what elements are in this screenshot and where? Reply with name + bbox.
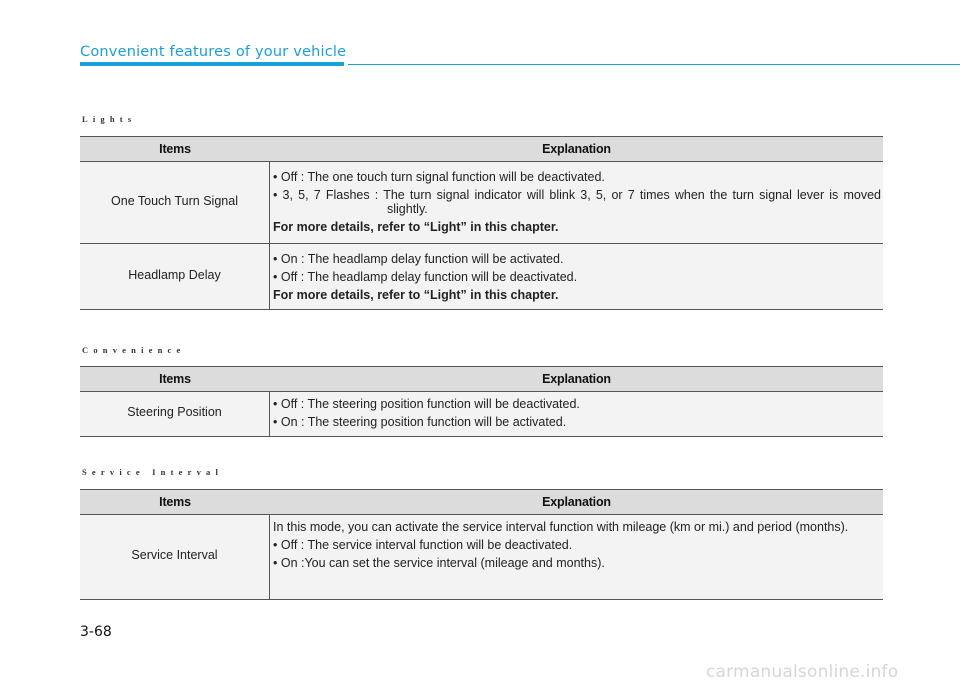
watermark-text: carmanualsonline.info xyxy=(706,662,899,682)
item-one-touch-turn-signal: One Touch Turn Signal xyxy=(80,162,270,243)
table-header xyxy=(80,490,883,515)
column-header-explanation: Explanation xyxy=(542,142,611,156)
explanation-intro: In this mode, you can activate the service interval function with mileage (km or mi.) and period (months). xyxy=(273,520,849,534)
section-label-convenience: Convenience xyxy=(82,345,186,355)
header-rule xyxy=(348,64,960,65)
convenience-table xyxy=(80,366,883,437)
column-header-explanation: Explanation xyxy=(542,495,611,509)
item-service-interval: Service Interval xyxy=(80,515,270,599)
explanation-cell xyxy=(270,162,883,243)
table-row xyxy=(80,392,883,436)
column-header-items: Items xyxy=(159,495,191,509)
explanation-line: • Off : The service interval function will be deactivated. xyxy=(273,538,573,552)
explanation-cell xyxy=(270,392,883,436)
table-header xyxy=(80,367,883,392)
section-label-service-interval: Service Interval xyxy=(82,467,224,477)
explanation-line: • On :You can set the service interval (mileage and months). xyxy=(273,556,605,570)
reference-note: For more details, refer to “Light” in this chapter. xyxy=(273,220,559,234)
item-steering-position: Steering Position xyxy=(80,392,270,436)
table-header xyxy=(80,137,883,162)
service-interval-table xyxy=(80,489,883,600)
explanation-line: • 3, 5, 7 Flashes : The turn signal indicator will blink 3, 5, or 7 times when the turn signal lever is moved slightly. xyxy=(273,188,881,216)
explanation-line: • Off : The headlamp delay function will be deactivated. xyxy=(273,270,578,284)
table-row xyxy=(80,162,883,243)
explanation-line: • Off : The one touch turn signal function will be deactivated. xyxy=(273,170,605,184)
section-label-lights: Lights xyxy=(82,114,137,124)
lights-table xyxy=(80,136,883,310)
explanation-cell xyxy=(270,515,883,599)
page-header xyxy=(80,42,960,68)
page-number: 3-68 xyxy=(80,624,112,640)
item-headlamp-delay: Headlamp Delay xyxy=(80,244,270,309)
column-header-items: Items xyxy=(159,142,191,156)
explanation-cell xyxy=(270,244,883,309)
column-header-explanation: Explanation xyxy=(542,372,611,386)
header-title: Convenient features of your vehicle xyxy=(80,44,347,60)
header-accent-bar xyxy=(80,62,344,66)
table-row xyxy=(80,243,883,309)
explanation-line: • Off : The steering position function will be deactivated. xyxy=(273,397,580,411)
explanation-line: • On : The headlamp delay function will be activated. xyxy=(273,252,564,266)
explanation-line: • On : The steering position function will be activated. xyxy=(273,415,567,429)
column-header-items: Items xyxy=(159,372,191,386)
reference-note: For more details, refer to “Light” in this chapter. xyxy=(273,288,559,302)
table-row xyxy=(80,515,883,599)
